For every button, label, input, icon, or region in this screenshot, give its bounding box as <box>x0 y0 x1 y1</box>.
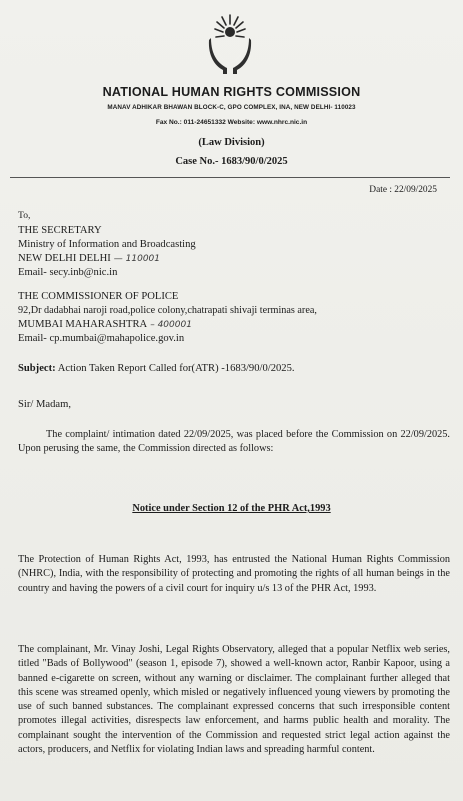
org-contact: Fax No.: 011-24651332 Website: www.nhrc.nic.in <box>155 119 308 126</box>
recipient-2-address: 92,Dr dadabhai naroji road,police colony,chatrapati shivaji terminas area, <box>18 305 317 316</box>
letter-date: Date : 22/09/2025 <box>369 185 437 195</box>
paragraph-2: The complainant, Mr. Vinay Joshi, Legal Rights Observatory, alleged that a popular Netflix web series, titled "Bads of Bollywood" (season 1, episode 7), showed a well-known actor, Ranbir Kapoor, using a banned e-cigarette on screen, without any warning or disclaimer. The complainant further alleged that this scene was streamed openly, which misled or negatively influenced young viewers by promoting the use of such banned substances. The complainant expressed concerns that such irresponsible content promotes illegal activities, disrespects law enforcement, and harms public health and morality. The complainant sought the intervention of the Commission and requested strict legal action against the actors, producers, and Netflix for violating Indian laws and spreading harmful content. <box>18 644 450 756</box>
org-address: MANAV ADHIKAR BHAWAN BLOCK-C, GPO COMPLEX, INA, NEW DELHI- 110023 <box>107 104 356 111</box>
division-label: (Law Division) <box>198 137 265 148</box>
recipient-1-title: THE SECRETARY <box>18 225 102 236</box>
salutation: Sir/ Madam, <box>18 399 71 410</box>
recipient-2-city: MUMBAI MAHARASHTRA <box>18 319 148 330</box>
header-divider <box>10 177 450 178</box>
subject-label: Subject: <box>18 363 56 374</box>
subject-line <box>18 363 295 374</box>
recipient-1-city: NEW DELHI DELHI <box>18 253 111 264</box>
recipient-2-email: Email- cp.mumbai@mahapolice.gov.in <box>18 333 185 344</box>
recipient-1-city-line <box>18 253 160 264</box>
recipient-2-city-line <box>18 319 192 330</box>
paragraph-1: The Protection of Human Rights Act, 1993, has entrusted the National Human Rights Commission (NHRC), India, with the responsibility of protecting and promoting the rights of all human beings in the country and having the powers of a civil court for inquiry u/s 13 of the PHR Act, 1993. <box>18 554 450 594</box>
recipient-1-pin-handwritten: — 110001 <box>113 254 160 264</box>
org-name: NATIONAL HUMAN RIGHTS COMMISSION <box>102 85 361 99</box>
recipient-1-email: Email- secy.inb@nic.in <box>18 267 118 278</box>
recipient-2-pin-handwritten: – 400001 <box>150 320 192 330</box>
intro-paragraph: The complaint/ intimation dated 22/09/2025, was placed before the Commission on 22/09/2025. Upon perusing the same, the Commission directed as follows: <box>18 429 450 455</box>
nhrc-emblem-icon <box>205 8 255 88</box>
recipient-2-title: THE COMMISSIONER OF POLICE <box>18 291 179 302</box>
to-label: To, <box>18 210 31 221</box>
notice-heading: Notice under Section 12 of the PHR Act,1993 <box>132 503 331 514</box>
subject-text: Action Taken Report Called for(ATR) -1683/90/0/2025. <box>57 363 295 374</box>
recipient-1-org: Ministry of Information and Broadcasting <box>18 239 196 250</box>
case-number: Case No.- 1683/90/0/2025 <box>175 156 288 167</box>
